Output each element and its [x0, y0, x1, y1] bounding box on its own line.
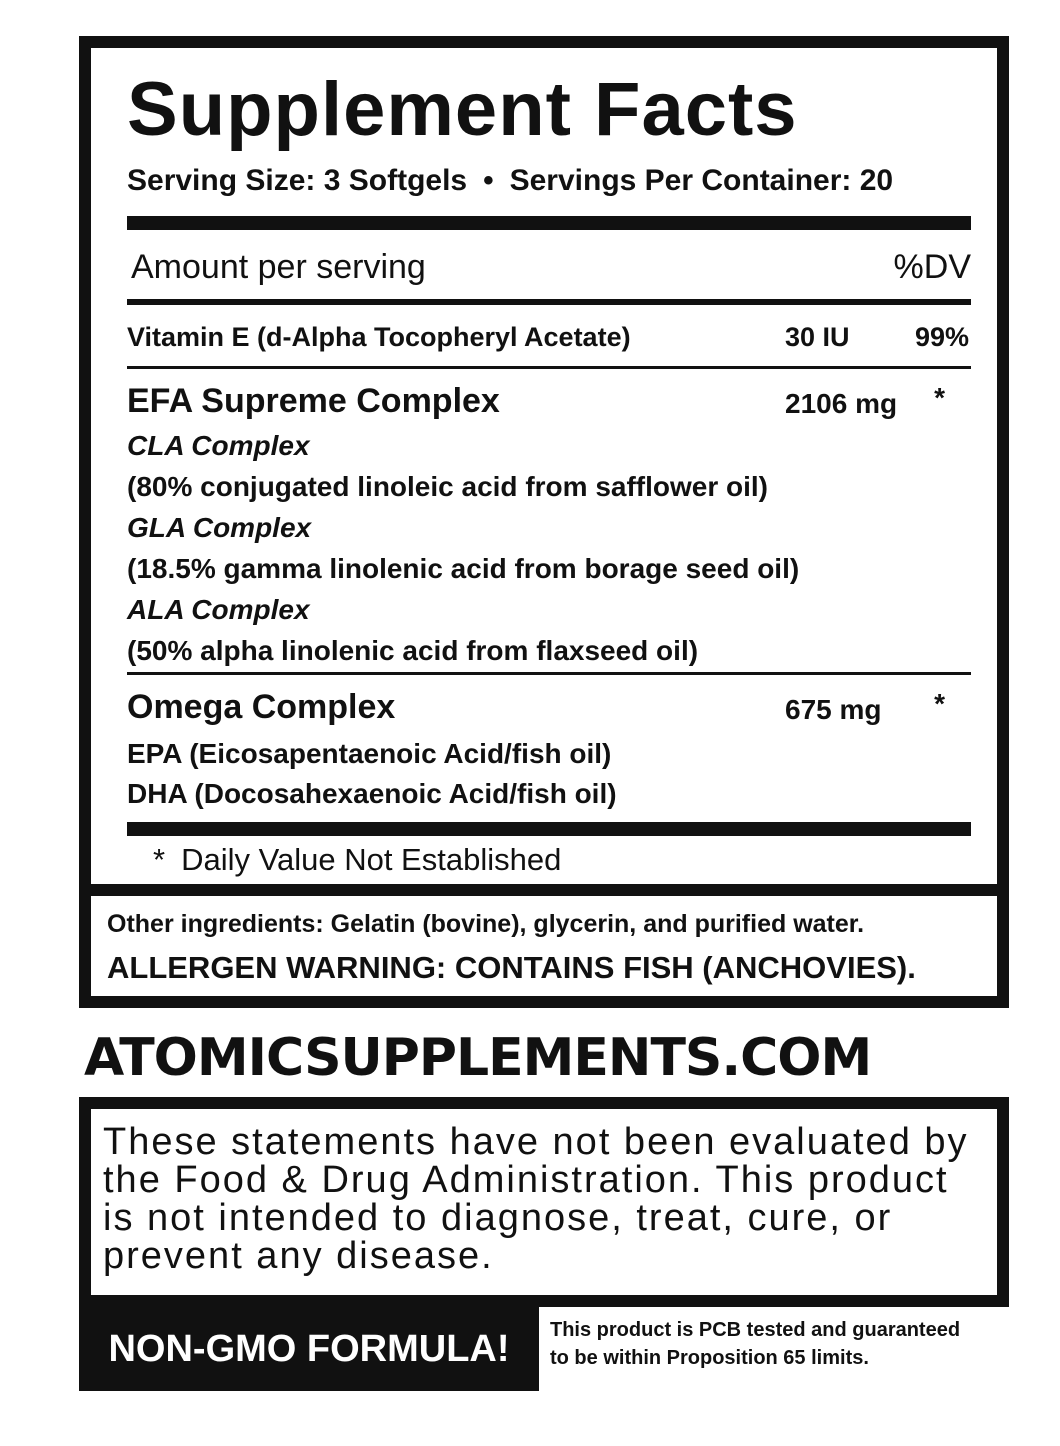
nutrient-name: Omega Complex [127, 688, 396, 726]
panel-divider [91, 884, 997, 896]
serving-size: Serving Size: 3 Softgels [127, 164, 468, 197]
allergen-warning: ALLERGEN WARNING: CONTAINS FISH (ANCHOVIES). [107, 950, 916, 985]
non-gmo-badge [79, 1307, 539, 1391]
fda-disclaimer-text: These statements have not been evaluated by the Food & Drug Administration. This product is not intended to diagnose, treat, cure, or prevent any disease. [103, 1121, 969, 1277]
gla-complex-desc: (18.5% gamma linolenic acid from borage seed oil) [127, 553, 800, 584]
supplement-facts-panel [79, 36, 1009, 1008]
non-gmo-label: NON-GMO FORMULA! [108, 1327, 510, 1370]
nutrient-dv: * [934, 382, 945, 413]
nutrient-dv: * [934, 688, 945, 719]
servings-per-container: Servings Per Container: 20 [509, 164, 894, 197]
dha-line: DHA (Docosahexaenoic Acid/fish oil) [127, 778, 617, 809]
thick-rule-top [127, 216, 971, 230]
nutrient-name: EFA Supreme Complex [127, 382, 500, 420]
serving-info [127, 164, 971, 198]
other-ingredients: Other ingredients: Gelatin (bovine), glycerin, and purified water. [107, 910, 865, 938]
nutrient-amount: 2106 mg [785, 388, 898, 419]
pcb-note: This product is PCB tested and guaranteed to be within Proposition 65 limits. [550, 1319, 961, 1369]
amount-per-serving-label: Amount per serving [131, 248, 426, 286]
nutrient-dv: 99% [914, 322, 969, 352]
omega-complex-row [127, 688, 971, 727]
rule-after-header [127, 299, 971, 305]
ala-complex-desc: (50% alpha linolenic acid from flaxseed oil) [127, 635, 699, 666]
dv-header: %DV [893, 248, 971, 286]
efa-complex-row [127, 382, 971, 421]
rule-after-vitamin-e [127, 366, 971, 369]
ala-complex-label: ALA Complex [127, 594, 310, 625]
gla-complex-label: GLA Complex [127, 512, 312, 543]
website-url: ATOMICSUPPLEMENTS.COM [84, 1028, 872, 1088]
bullet-separator: • [483, 164, 494, 197]
rule-after-efa [127, 672, 971, 675]
cla-complex-label: CLA Complex [127, 430, 310, 461]
footnote-text: Daily Value Not Established [181, 842, 562, 877]
fda-disclaimer-box [79, 1097, 1009, 1307]
nutrient-amount: 30 IU [785, 322, 850, 352]
dv-footnote [153, 842, 561, 878]
facts-title: Supplement Facts [127, 67, 798, 152]
epa-line: EPA (Eicosapentaenoic Acid/fish oil) [127, 738, 612, 769]
thick-rule-bottom [127, 822, 971, 836]
cla-complex-desc: (80% conjugated linoleic acid from safflower oil) [127, 471, 769, 502]
vitamin-e-row [127, 322, 971, 353]
nutrient-name: Vitamin E (d-Alpha Tocopheryl Acetate) [127, 322, 631, 352]
footnote-asterisk: * [153, 842, 166, 877]
nutrient-amount: 675 mg [785, 694, 882, 725]
amount-header-row [131, 248, 971, 287]
